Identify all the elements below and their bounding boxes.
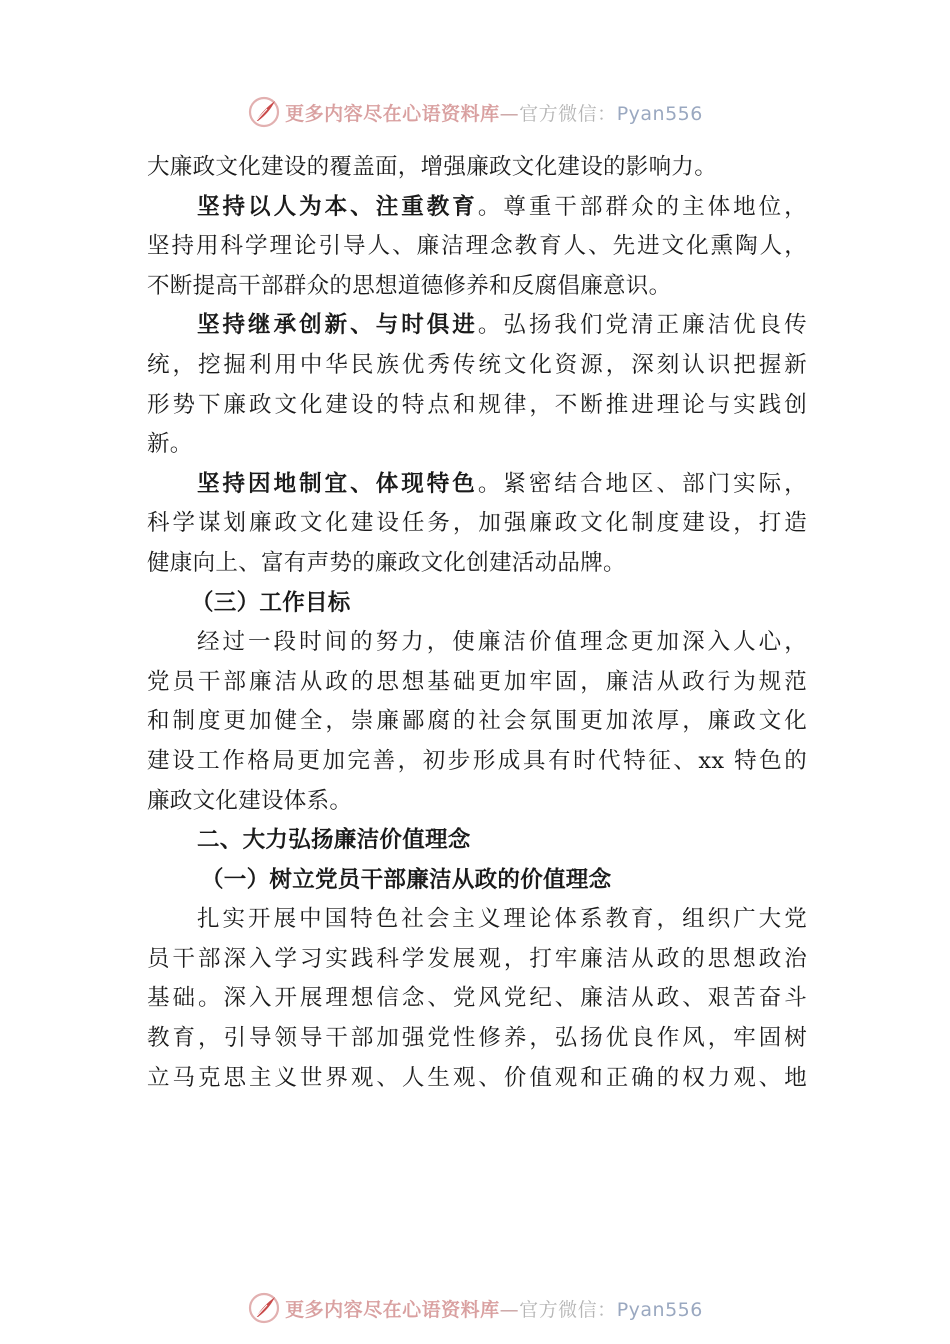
section-heading: 二、大力弘扬廉洁价值理念 (197, 827, 471, 854)
subheading-goal: （三）工作目标 (191, 589, 351, 616)
banner-dash: — (499, 1298, 520, 1321)
text-line: 坚持用科学理论引导人、廉洁理念教育人、先进文化熏陶人， (147, 233, 807, 260)
text-line: 健康向上、富有声势的廉政文化创建活动品牌。 (147, 549, 626, 576)
paragraph-lead: 坚持以人为本、注重教育 (197, 193, 478, 220)
text-line: 党员干部廉洁从政的思想基础更加牢固，廉洁从政行为规范 (147, 668, 807, 695)
banner-label: 官方微信： (519, 102, 617, 125)
text-line: 不断提高干部群众的思想道德修养和反腐倡廉意识。 (147, 272, 672, 299)
paragraph-lead: 坚持继承创新、与时俱进 (197, 312, 478, 339)
text-line (147, 188, 807, 228)
text-line (147, 465, 807, 505)
text-line: 新。 (147, 431, 193, 458)
text-span: 。尊重干部群众的主体地位， (477, 193, 807, 220)
text-span: 。弘扬我们党清正廉洁优良传 (477, 312, 807, 339)
text-line: 和制度更加健全，崇廉鄙腐的社会氛围更加浓厚，廉政文化 (147, 708, 807, 735)
text-line: 大廉政文化建设的覆盖面，增强廉政文化建设的影响力。 (147, 154, 718, 180)
text-line: 教育，引导领导干部加强党性修养，弘扬优良作风，牢固树 (147, 1025, 807, 1052)
text-span: 。紧密结合地区、部门实际， (477, 470, 807, 497)
text-line: 科学谋划廉政文化建设任务，加强廉政文化制度建设，打造 (147, 510, 807, 537)
feather-logo-icon (247, 1291, 281, 1325)
banner-main-text: 更多内容尽在心语资料库 (285, 102, 500, 125)
text-line (147, 306, 807, 346)
banner-dash: — (499, 102, 520, 125)
subheading-values: （一）树立党员干部廉洁从政的价值理念 (201, 866, 612, 893)
text-line: 形势下廉政文化建设的特点和规律，不断推进理论与实践创 (147, 391, 807, 418)
document-body (147, 148, 807, 1098)
text-line: 廉政文化建设体系。 (147, 787, 353, 814)
feather-logo-icon (247, 95, 281, 129)
text-line: 扎实开展中国特色社会主义理论体系教育，组织广大党 (197, 906, 807, 933)
text-line: 立马克思主义世界观、人生观、价值观和正确的权力观、地 (147, 1064, 807, 1091)
text-line: 统，挖掘利用中华民族优秀传统文化资源，深刻认识把握新 (147, 351, 807, 378)
banner-main-text: 更多内容尽在心语资料库 (285, 1298, 500, 1321)
paragraph-lead: 坚持因地制宜、体现特色 (197, 470, 478, 497)
banner-label: 官方微信： (519, 1298, 617, 1321)
header-banner (0, 92, 950, 132)
text-line: 基础。深入开展理想信念、党风党纪、廉洁从政、艰苦奋斗 (147, 985, 807, 1012)
text-line: 经过一段时间的努力，使廉洁价值理念更加深入人心， (197, 629, 807, 656)
text-line: 员干部深入学习实践科学发展观，打牢廉洁从政的思想政治 (147, 945, 807, 972)
text-line: 建设工作格局更加完善，初步形成具有时代特征、xx 特色的 (147, 747, 807, 774)
banner-wechat-id: Pyan556 (616, 102, 703, 125)
footer-banner (0, 1288, 950, 1328)
banner-wechat-id: Pyan556 (616, 1298, 703, 1321)
